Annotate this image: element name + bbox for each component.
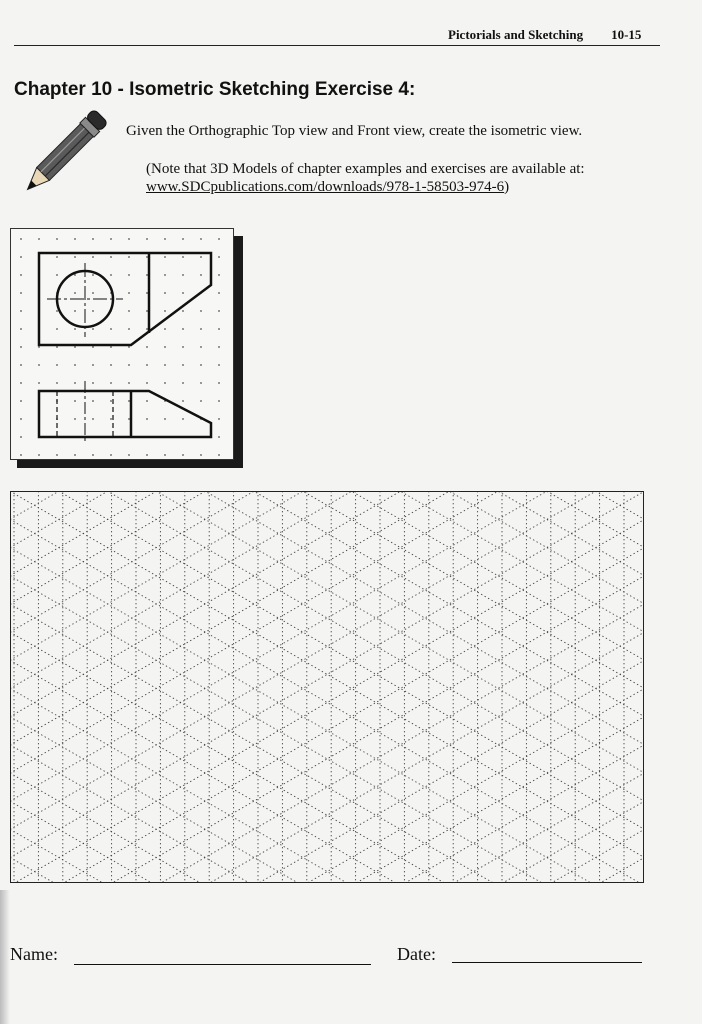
date-field-line[interactable] <box>452 962 642 963</box>
front-view <box>39 381 211 443</box>
name-field-line[interactable] <box>74 964 371 965</box>
name-label: Name: <box>10 944 58 964</box>
note-text <box>146 160 656 196</box>
pencil-icon <box>16 104 114 200</box>
header-rule <box>14 45 660 46</box>
date-label: Date: <box>397 944 436 964</box>
chapter-title: Chapter 10 - Isometric Sketching Exercise 4: <box>14 79 416 100</box>
header-page-number: 10-15 <box>611 27 642 42</box>
note-before-link: (Note that 3D Models of chapter examples and exercises are available at: <box>146 161 585 177</box>
downloads-link[interactable]: www.SDCpublications.com/downloads/978-1-58503-974-6 <box>146 179 505 195</box>
orthographic-views <box>10 228 234 460</box>
dot-grid <box>20 238 220 456</box>
top-view <box>39 253 211 345</box>
isometric-grid <box>10 491 644 883</box>
running-header <box>448 27 641 43</box>
orthographic-drawing <box>11 229 235 461</box>
note-after-link: ) <box>504 179 510 195</box>
page-edge-shadow <box>0 890 10 1024</box>
header-section: Pictorials and Sketching <box>448 27 584 42</box>
instruction-text: Given the Orthographic Top view and Front view, create the isometric view. <box>126 123 583 139</box>
